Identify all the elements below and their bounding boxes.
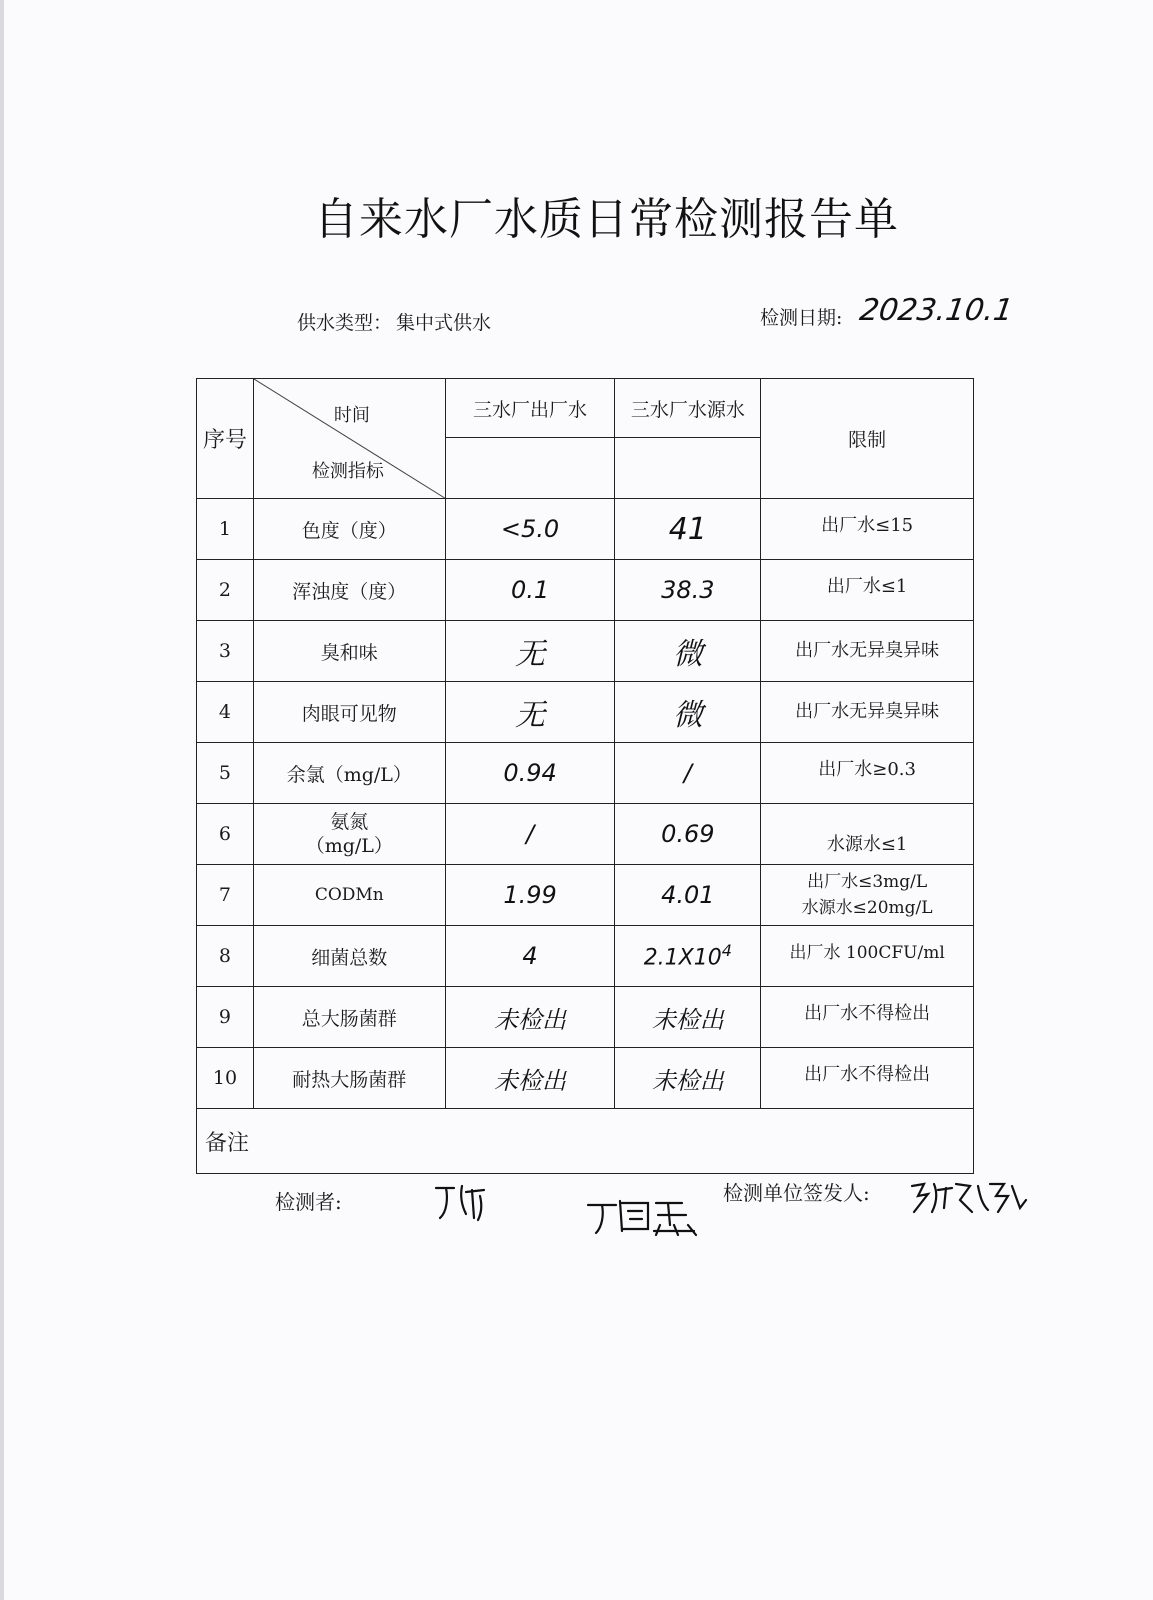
row-value-source: 4.01 <box>615 865 761 926</box>
header-diagonal-cell <box>253 379 445 499</box>
row-value-outlet: 无 <box>445 682 615 743</box>
row-value-outlet: 0.94 <box>445 743 615 804</box>
row-indicator: 浑浊度（度） <box>253 560 445 621</box>
remarks-row <box>197 1109 974 1174</box>
row-value-outlet: 4 <box>445 926 615 987</box>
row-limit: 出厂水≤1 <box>761 560 974 621</box>
row-limit <box>761 865 974 926</box>
row-value-source: 微 <box>615 682 761 743</box>
row-value-source: 41 <box>615 499 761 560</box>
row-value-outlet: 未检出 <box>445 987 615 1048</box>
table-header-row <box>197 379 974 438</box>
issuer-signature <box>908 1178 1028 1222</box>
row-value-source: 微 <box>615 621 761 682</box>
row-no: 7 <box>197 865 254 926</box>
row-indicator-line1: 氨氮 <box>330 811 369 833</box>
table-row <box>197 926 974 987</box>
header-col1: 三水厂出厂水 <box>445 379 615 438</box>
row-limit: 出厂水无异臭异味 <box>761 621 974 682</box>
row-no: 6 <box>197 804 254 865</box>
header-time: 时间 <box>333 405 370 426</box>
row-value-outlet: 无 <box>445 621 615 682</box>
table-row <box>197 499 974 560</box>
tester-signature-1 <box>432 1182 492 1228</box>
table-row <box>197 865 974 926</box>
report-table <box>196 378 974 1174</box>
test-date-label: 检测日期: <box>760 307 843 329</box>
row-indicator: 细菌总数 <box>253 926 445 987</box>
row-value-source: 未检出 <box>615 1048 761 1109</box>
row-indicator: 耐热大肠菌群 <box>253 1048 445 1109</box>
row-limit: 出厂水不得检出 <box>761 1048 974 1109</box>
remarks-label: 备注 <box>197 1109 974 1174</box>
row-value-source-exponent: 4 <box>721 941 732 961</box>
row-limit: 出厂水≤15 <box>761 499 974 560</box>
signature-mark <box>432 1182 492 1224</box>
report-title: 自来水厂水质日常检测报告单 <box>314 194 899 245</box>
row-limit-line2: 水源水≤20mg/L <box>801 898 933 918</box>
row-no: 5 <box>197 743 254 804</box>
header-col2: 三水厂水源水 <box>615 379 761 438</box>
table-row <box>197 804 974 865</box>
row-value-source-base: 2.1X10 <box>643 945 722 971</box>
row-no: 4 <box>197 682 254 743</box>
row-no: 8 <box>197 926 254 987</box>
row-value-source: 未检出 <box>615 987 761 1048</box>
table-row <box>197 743 974 804</box>
row-indicator-line2: （mg/L） <box>305 835 393 857</box>
header-col1-blank <box>445 438 615 499</box>
row-indicator: 余氯（mg/L） <box>253 743 445 804</box>
tester-label: 检测者: <box>275 1190 342 1214</box>
row-no: 10 <box>197 1048 254 1109</box>
row-limit: 出厂水无异臭异味 <box>761 682 974 743</box>
row-limit: 出厂水不得检出 <box>761 987 974 1048</box>
row-limit: 水源水≤1 <box>761 804 974 865</box>
row-value-source <box>615 926 761 987</box>
issuer-label: 检测单位签发人: <box>723 1181 870 1205</box>
header-seq: 序号 <box>197 379 254 499</box>
row-no: 2 <box>197 560 254 621</box>
row-value-outlet: 未检出 <box>445 1048 615 1109</box>
row-value-outlet: / <box>445 804 615 865</box>
row-indicator: 肉眼可见物 <box>253 682 445 743</box>
supply-type-label: 供水类型： <box>297 312 393 334</box>
header-indicator: 检测指标 <box>311 461 384 482</box>
row-value-outlet: <5.0 <box>445 499 615 560</box>
row-no: 9 <box>197 987 254 1048</box>
header-col2-blank <box>615 438 761 499</box>
signature-mark <box>586 1197 704 1237</box>
row-value-outlet: 1.99 <box>445 865 615 926</box>
table-row <box>197 987 974 1048</box>
row-indicator: CODMn <box>253 865 445 926</box>
row-value-source: 0.69 <box>615 804 761 865</box>
row-value-source: 38.3 <box>615 560 761 621</box>
row-indicator: 色度（度） <box>253 499 445 560</box>
row-value-outlet: 0.1 <box>445 560 615 621</box>
row-indicator: 总大肠菌群 <box>253 987 445 1048</box>
supply-type <box>297 308 491 335</box>
row-limit: 出厂水 100CFU/ml <box>761 926 974 987</box>
row-no: 1 <box>197 499 254 560</box>
row-limit-line1: 出厂水≤3mg/L <box>807 872 928 892</box>
row-value-source: / <box>615 743 761 804</box>
row-no: 3 <box>197 621 254 682</box>
header-limit: 限制 <box>761 379 974 499</box>
supply-type-value: 集中式供水 <box>396 312 492 334</box>
row-limit: 出厂水≥0.3 <box>761 743 974 804</box>
row-indicator: 臭和味 <box>253 621 445 682</box>
tester-signature-2 <box>586 1197 704 1241</box>
table-row <box>197 1048 974 1109</box>
signature-mark <box>908 1178 1028 1218</box>
row-indicator <box>253 804 445 865</box>
table-row <box>197 560 974 621</box>
test-date-value: 2023.10.1 <box>857 293 1016 328</box>
table-row <box>197 682 974 743</box>
table-row <box>197 621 974 682</box>
